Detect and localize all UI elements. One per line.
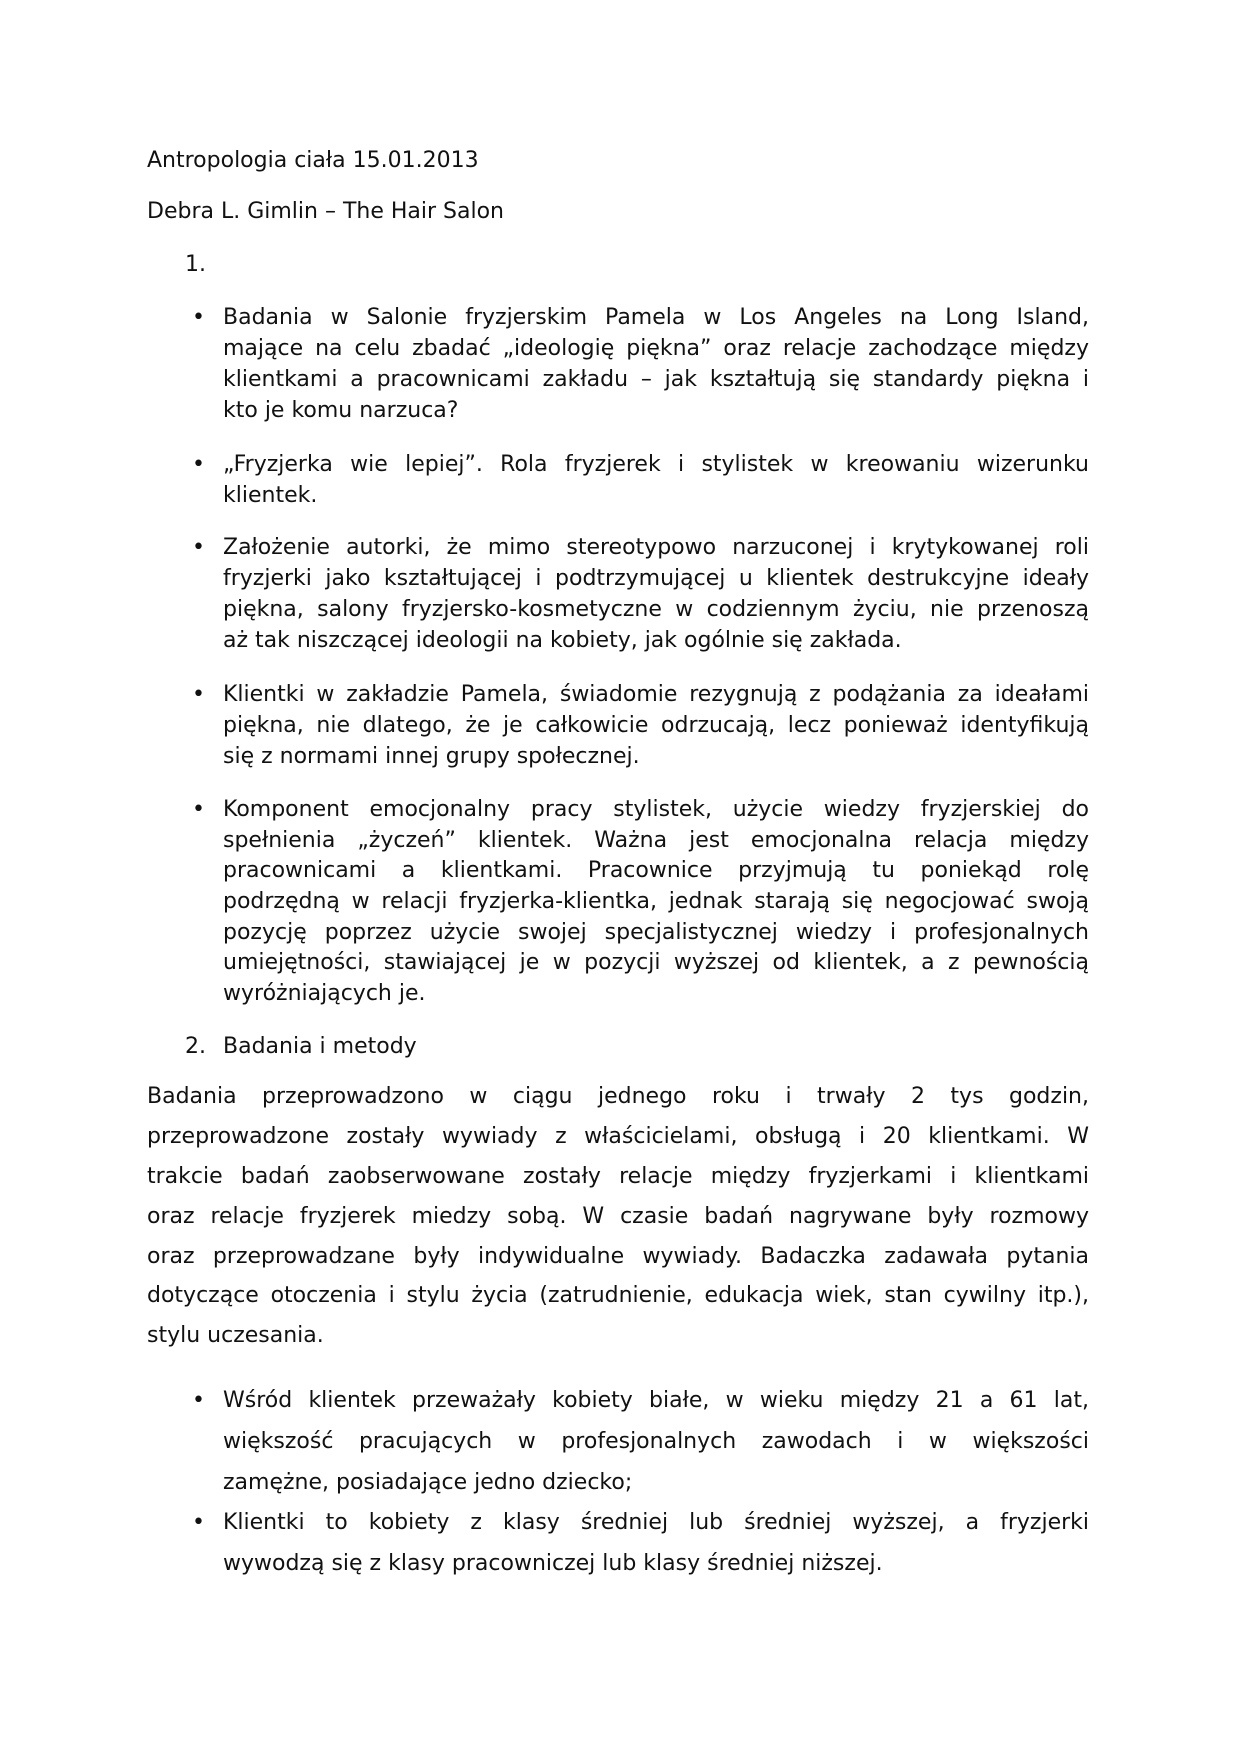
text-line: wyróżniających je.	[223, 981, 426, 1007]
text-line: przeprowadzone zostały wywiady z właścicielami, obsługą i 20 klientkami. W	[147, 1123, 1089, 1149]
text-line: się z normami innej grupy społecznej.	[223, 744, 640, 769]
text-line: Wśród klientek przeważały kobiety białe, w wieku między 21 a 61 lat,	[223, 1388, 1089, 1413]
text-line: dotyczące otoczenia i stylu życia (zatrudnienie, edukacja wiek, stan cywilny itp.),	[147, 1283, 1089, 1309]
text-line: Założenie autorki, że mimo stereotypowo narzuconej i krytykowanej roli	[223, 535, 1089, 560]
text-line: Klientki w zakładzie Pamela, świadomie rezygnują z podążania za ideałami	[223, 682, 1089, 707]
text-line: fryzjerki jako kształtującej i podtrzymującej u klientek destrukcyjne ideały	[223, 566, 1089, 591]
text-line: piękna, nie dlatego, że je całkowicie odrzucają, lecz ponieważ identyfikują	[223, 713, 1089, 738]
text-line: klientek.	[223, 483, 318, 508]
text-line: oraz przeprowadzane były indywidualne wywiady. Badaczka zadawała pytania	[147, 1243, 1089, 1269]
bullet-icon: •	[192, 682, 205, 707]
bullet-item	[192, 449, 1089, 511]
bullet-item	[192, 795, 1089, 1010]
text-line: pozycję poprzez użycie swojej specjalistycznej wiedzy i profesjonalnych	[223, 919, 1089, 945]
bullet-icon: •	[192, 1388, 205, 1413]
bullet-icon: •	[192, 535, 205, 560]
text-line: klientkami a pracownicami zakładu – jak kształtują się standardy piękna i	[223, 367, 1089, 392]
bullet-icon: •	[192, 1510, 205, 1535]
text-line: zamężne, posiadające jedno dziecko;	[223, 1470, 633, 1496]
text-line: spełnienia „życzeń” klientek. Ważna jest emocjonalna relacja między	[223, 827, 1089, 853]
bullet-item	[192, 532, 1089, 656]
bullet-item	[192, 679, 1089, 772]
text-line: mające na celu zbadać „ideologię piękna” oraz relacje zachodzące między	[223, 336, 1089, 361]
text-line: stylu uczesania.	[147, 1323, 324, 1349]
bullet-icon: •	[192, 452, 205, 477]
text-line: podrzędną w relacji fryzjerka-klientka, jednak starają się negocjować swoją	[223, 889, 1089, 915]
text-line: aż tak niszczącej ideologii na kobiety, jak ogólnie się zakłada.	[223, 628, 902, 653]
bullet-icon: •	[192, 305, 205, 330]
section-2-number: 2.	[185, 1034, 206, 1059]
bullet-icon: •	[192, 797, 205, 822]
text-line: kto je komu narzuca?	[223, 398, 459, 423]
bullet-item	[192, 1380, 1089, 1504]
text-line: Badania w Salonie fryzjerskim Pamela w Los Angeles na Long Island,	[223, 305, 1089, 330]
section-1-number: 1.	[185, 252, 206, 277]
section-2-heading: Badania i metody	[223, 1034, 417, 1059]
text-line: oraz relacje fryzjerek miedzy sobą. W czasie badań nagrywane były rozmowy	[147, 1203, 1089, 1229]
text-line: większość pracujących w profesjonalnych zawodach i w większości	[223, 1429, 1089, 1455]
text-line: wywodzą się z klasy pracowniczej lub klasy średniej niższej.	[223, 1551, 883, 1577]
bullet-item	[192, 302, 1089, 426]
document-title: Antropologia ciała 15.01.2013	[147, 148, 479, 173]
text-line: piękna, salony fryzjersko-kosmetyczne w codziennym życiu, nie przenoszą	[223, 597, 1089, 622]
document-subtitle: Debra L. Gimlin – The Hair Salon	[147, 199, 504, 224]
text-line: umiejętności, stawiającej je w pozycji wyższej od klientek, a z pewnością	[223, 950, 1089, 976]
bullet-item	[192, 1502, 1089, 1584]
text-line: pracownicami a klientkami. Pracownice przyjmują tu poniekąd rolę	[223, 858, 1089, 884]
text-line: trakcie badań zaobserwowane zostały relacje między fryzjerkami i klientkami	[147, 1163, 1089, 1189]
text-line: Klientki to kobiety z klasy średniej lub średniej wyższej, a fryzjerki	[223, 1510, 1089, 1535]
text-line: Badania przeprowadzono w ciągu jednego roku i trwały 2 tys godzin,	[147, 1084, 1089, 1109]
text-line: „Fryzjerka wie lepiej”. Rola fryzjerek i stylistek w kreowaniu wizerunku	[223, 452, 1089, 477]
text-line: Komponent emocjonalny pracy stylistek, użycie wiedzy fryzjerskiej do	[223, 797, 1089, 822]
paragraph	[147, 1077, 1089, 1356]
